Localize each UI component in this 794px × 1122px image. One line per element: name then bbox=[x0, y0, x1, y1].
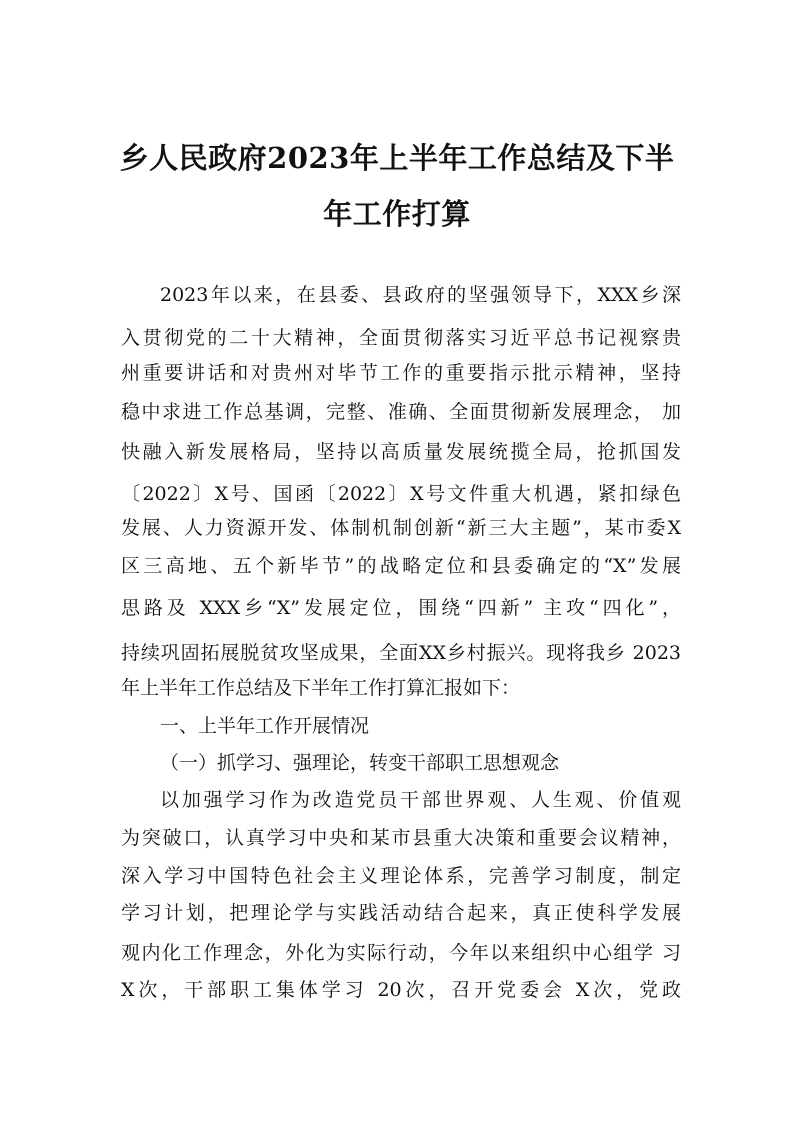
paragraph-line: 稳中求进工作总基调，完整、准确、全面贯彻新发展理念， 加 bbox=[121, 401, 681, 423]
paragraph-line: X次，干部职工集体学习 20次，召开党委会 X次，党政 bbox=[121, 979, 681, 1001]
paragraph-line: 入贯彻党的二十大精神，全面贯彻落实习近平总书记视察贵 bbox=[121, 327, 681, 349]
subsection-heading: （一）抓学习、强理论，转变干部职工思想观念 bbox=[160, 752, 560, 774]
document-title-line-2: 年工作打算 bbox=[323, 197, 471, 231]
document-title-line-1: 乡人民政府2023年上半年工作总结及下半 bbox=[119, 141, 675, 175]
paragraph-line: 年上半年工作总结及下半年工作打算汇报如下： bbox=[121, 677, 521, 699]
paragraph-line: 持续巩固拓展脱贫攻坚成果，全面XX乡村振兴。现将我乡 2023 bbox=[121, 642, 681, 664]
paragraph-line: 2023年以来，在县委、县政府的坚强领导下，XXX乡深 bbox=[160, 284, 681, 306]
paragraph-line: 学习计划，把理论学与实践活动结合起来，真正使科学发展 bbox=[121, 902, 681, 924]
paragraph-line: 以加强学习作为改造党员干部世界观、人生观、价值观 bbox=[160, 789, 681, 811]
paragraph-line: 区三高地、五个新毕节”的战略定位和县委确定的“X”发展 bbox=[121, 555, 681, 577]
paragraph-line: 州重要讲话和对贵州对毕节工作的重要指示批示精神，坚持 bbox=[121, 362, 681, 384]
paragraph-line: 观内化工作理念，外化为实际行动，今年以来组织中心组学 习 bbox=[121, 942, 681, 964]
section-heading: 一、上半年工作开展情况 bbox=[160, 715, 370, 737]
paragraph-line: 快融入新发展格局，坚持以高质量发展统揽全局，抢抓国发 bbox=[121, 441, 681, 463]
paragraph-line: 深入学习中国特色社会主义理论体系，完善学习制度，制定 bbox=[121, 865, 681, 887]
paragraph-line: 发展、人力资源开发、体制机制创新“新三大主题”，某市委X bbox=[121, 517, 681, 539]
paragraph-line: 思路及 XXX乡“X”发展定位，围绕“四新” 主攻“四化”， bbox=[121, 597, 681, 619]
paragraph-line: 为突破口，认真学习中央和某市县重大决策和重要会议精神， bbox=[121, 827, 681, 849]
paragraph-line: 〔2022〕X号、国函〔2022〕X号文件重大机遇，紧扣绿色 bbox=[121, 483, 681, 505]
